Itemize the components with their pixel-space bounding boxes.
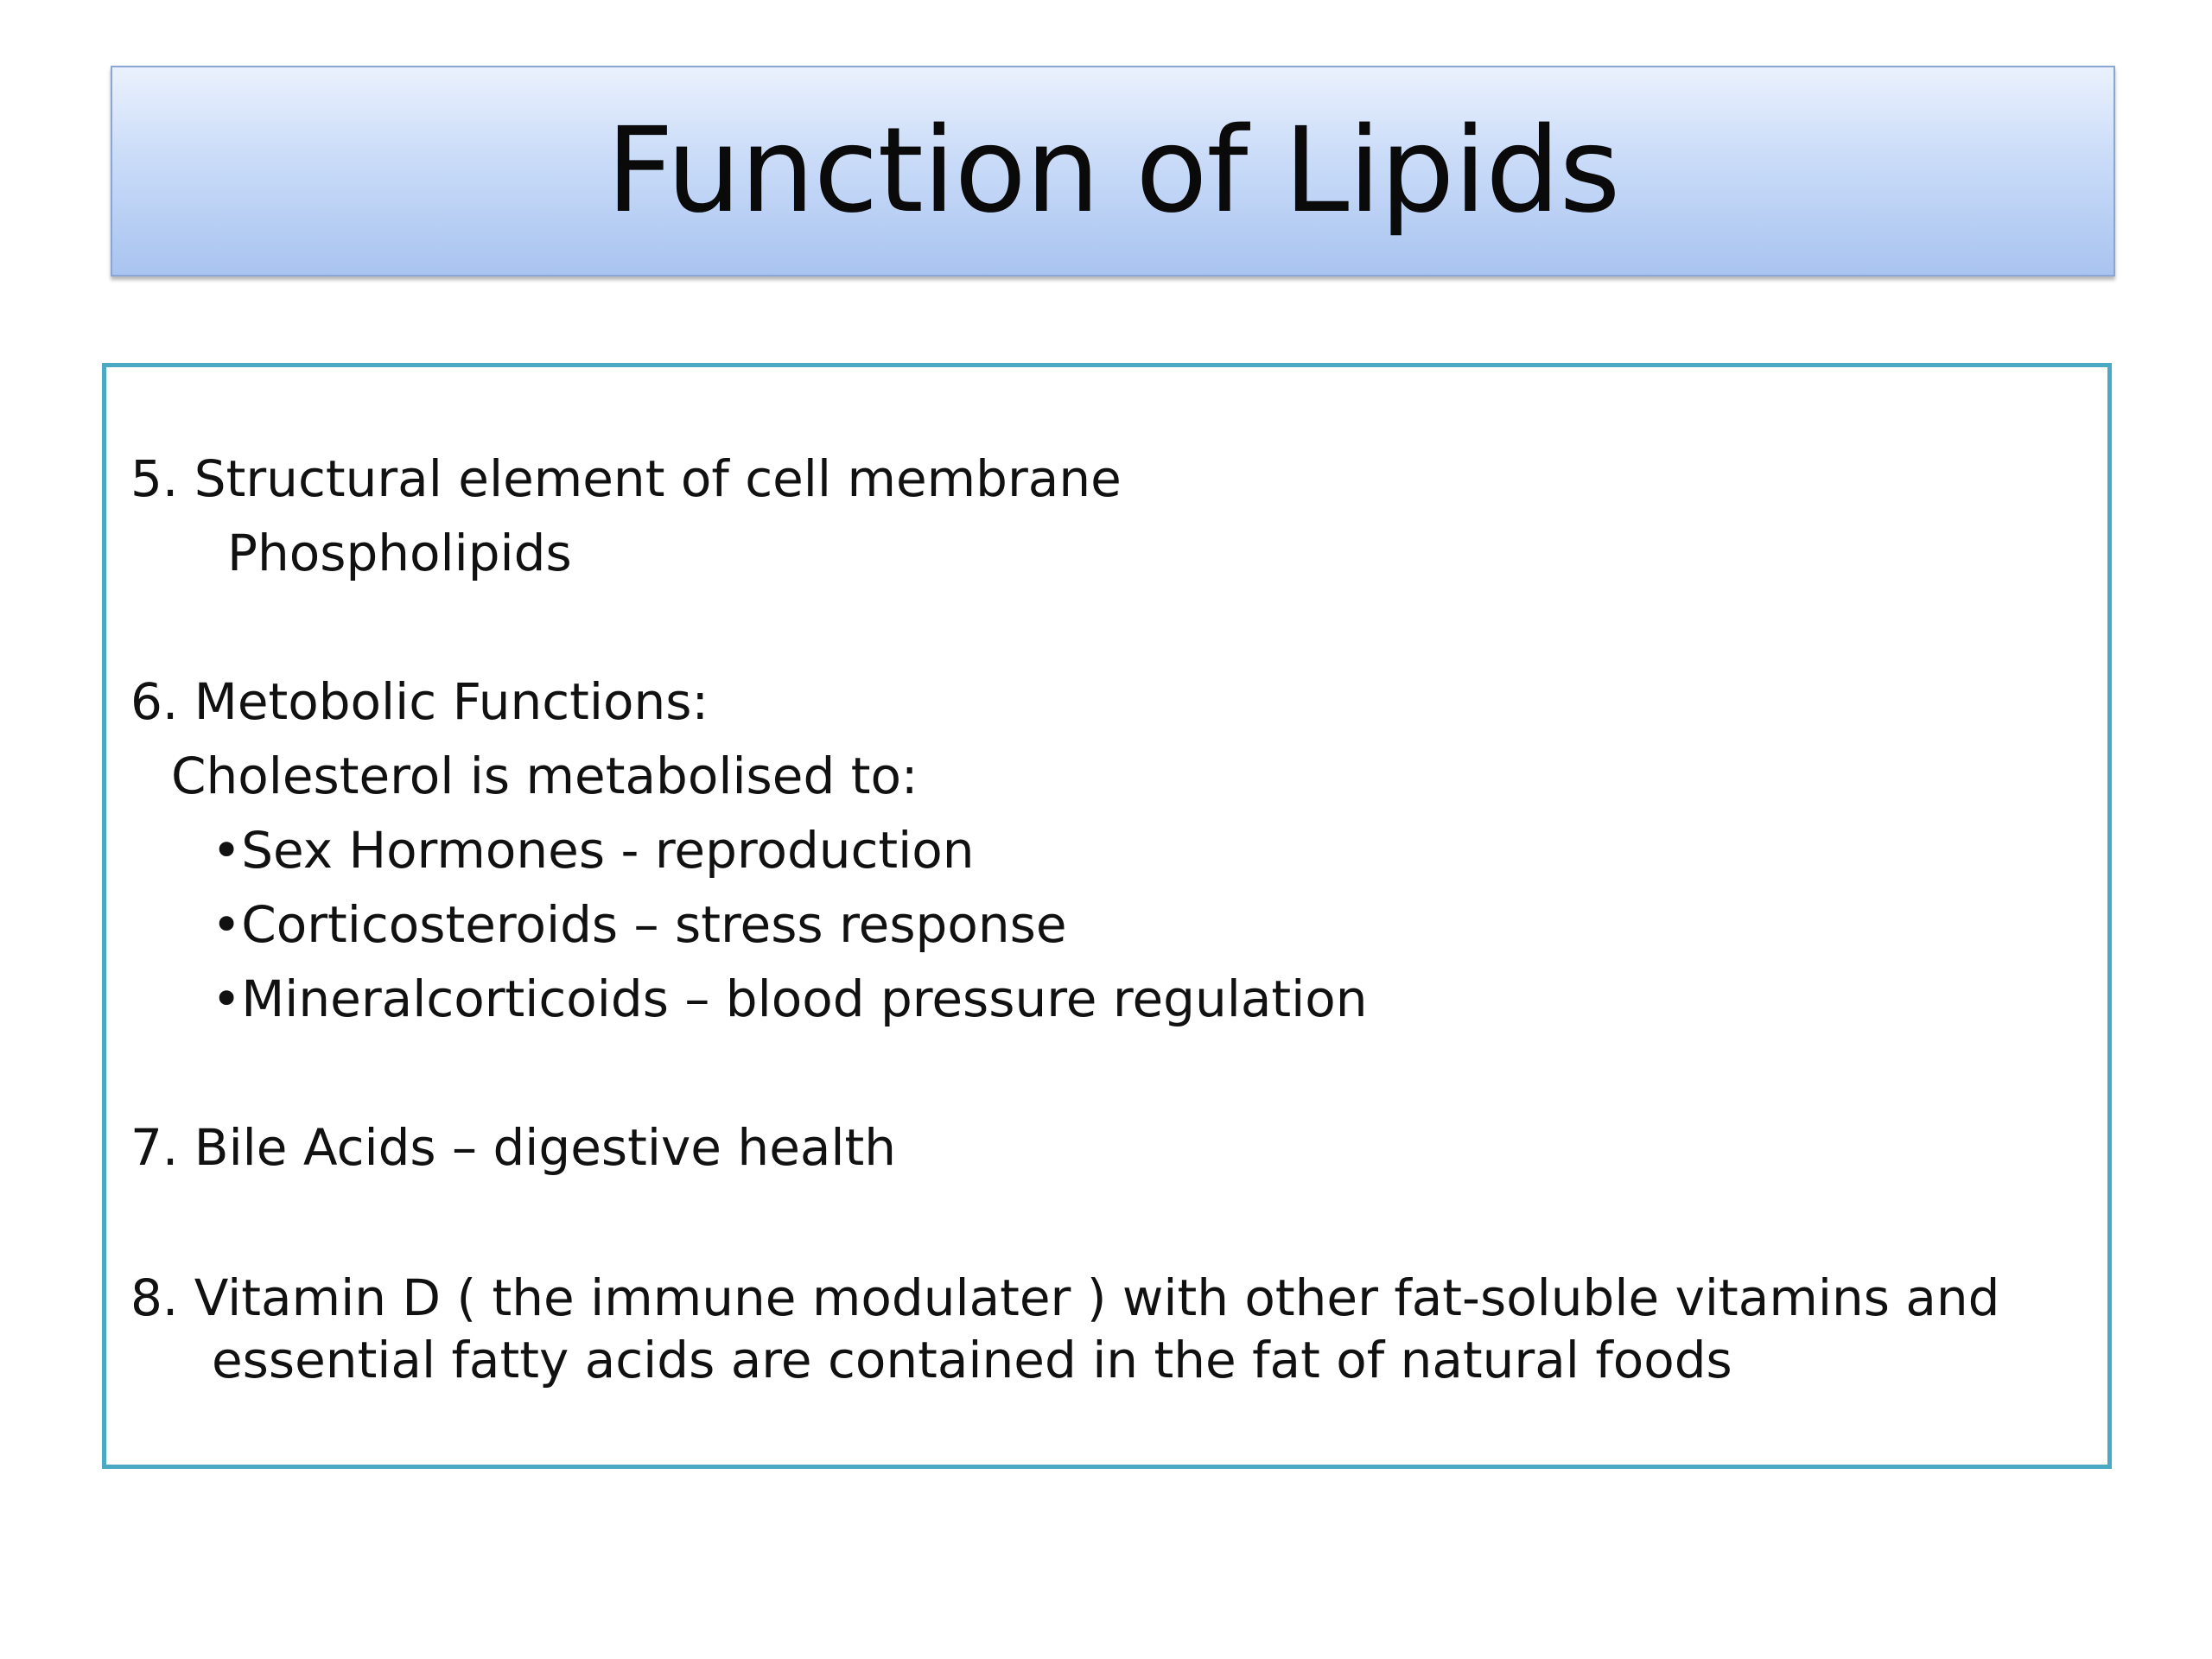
item-5-detail: Phospholipids <box>227 524 572 582</box>
list-item <box>212 895 1067 954</box>
bullet-icon: • <box>212 969 242 1028</box>
item-6-intro: Cholesterol is metabolised to: <box>171 747 918 805</box>
bullet-text: Corticosteroids – stress response <box>241 895 1067 954</box>
slide-title: Function of Lipids <box>606 103 1620 239</box>
item-5-heading: 5. Structural element of cell membrane <box>130 449 1122 508</box>
bullet-text: Sex Hormones - reproduction <box>241 821 975 880</box>
item-6-heading: 6. Metobolic Functions: <box>130 672 709 731</box>
bullet-text: Mineralcorticoids – blood pressure regulation <box>241 969 1368 1028</box>
item-8-heading: 8. Vitamin D ( the immune modulater ) with other fat-soluble vitamins and <box>130 1268 2000 1327</box>
list-item <box>212 821 975 880</box>
list-item <box>212 969 1368 1028</box>
item-8-continuation: essential fatty acids are contained in the fat of natural foods <box>212 1331 1732 1389</box>
item-7-heading: 7. Bile Acids – digestive health <box>130 1118 897 1177</box>
bullet-icon: • <box>212 821 242 880</box>
bullet-icon: • <box>212 895 242 954</box>
title-banner <box>111 66 2115 276</box>
content-box <box>102 363 2112 1469</box>
